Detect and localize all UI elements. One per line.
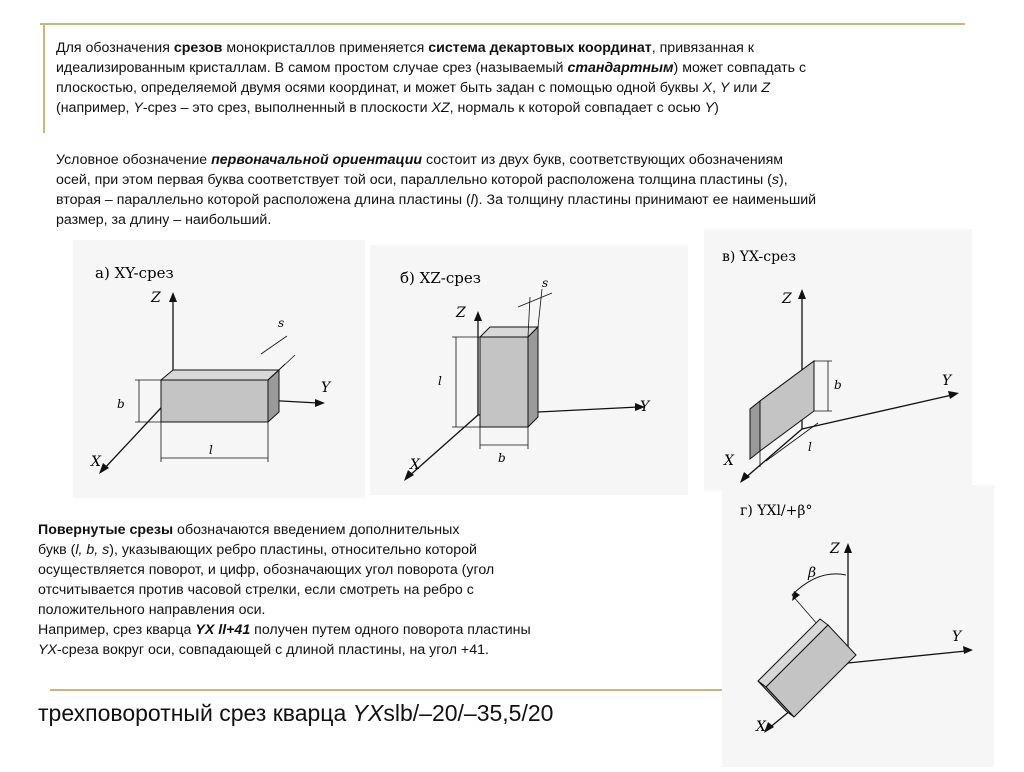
figure-xy-cut-svg [73, 240, 365, 498]
y-label: Y [952, 629, 962, 645]
s-label: s [542, 276, 549, 290]
plate-front [161, 380, 268, 422]
x-label: X [724, 453, 734, 469]
z-arrow-icon [844, 543, 852, 553]
figure-yx-cut-svg [704, 229, 972, 491]
orientation-paragraph: Условное обозначение первоначальной ориентации состоит из двух букв, соответствующих обозначениям осей, при этом первая буква соответствует той оси, параллельно которой расположена толщина пластины (s), вторая – параллельно которой расположена длина пластины (l). За толщину пластины принимают ее наименьший размер, за длину – наибольший. [56, 152, 817, 228]
x-label: X [410, 457, 420, 473]
z-label: Z [830, 541, 840, 557]
figure-xz-cut-svg [370, 245, 688, 495]
top-rule [40, 23, 965, 25]
z-label: Z [782, 291, 792, 307]
y-arrow-icon [948, 391, 959, 399]
bottom-rule [50, 689, 722, 691]
x-label: X [91, 454, 101, 470]
figure-xy-cut [73, 240, 365, 498]
left-rule [43, 23, 45, 133]
l-label: l [438, 374, 442, 388]
s-label: s [278, 316, 285, 330]
z-arrow-icon [474, 311, 482, 321]
beta-label: β [808, 565, 817, 581]
intro-paragraph: Для обозначения срезов монокристаллов применяется система декартовых координат, привязанная к идеализированным кристаллам. В самом простом случае срез (называемый стандартным) может совпадать с плоскостью, определяемой двумя осями координат, и может быть задан с помощью одной буквы X, Y или Z (например, Y-срез – это срез, выполненный в плоскости XZ, нормаль к которой совпадает с осью Y) [56, 40, 807, 116]
x-arrow-icon [740, 472, 750, 483]
figure-rotated-cut-svg [722, 485, 994, 767]
l-label: l [808, 440, 812, 454]
y-label: Y [942, 373, 952, 389]
figure-xz-cut [370, 245, 688, 495]
z-label: Z [151, 290, 161, 306]
z-arrow-icon [798, 289, 806, 299]
figure-v-title: в) YX-срез [722, 249, 796, 265]
y-arrow-icon [963, 646, 973, 654]
y-label: Y [640, 399, 650, 415]
b-label: b [498, 451, 506, 465]
x-label: X [756, 719, 766, 735]
plate-top [161, 370, 279, 380]
y-label: Y [321, 380, 331, 396]
figure-g-title: г) YXl/+β° [740, 503, 813, 519]
rotated-cuts-paragraph: Повернутые срезы обозначаются введением дополнительных букв (l, b, s), указывающих ребро пластины, относительно которой осуществляется поворот, и цифр, обозначающих угол поворота (угол отсчитывается против часовой стрелки, если смотреть на ребро с положительного направления оси. Например, срез кварца YX ll+41 получен путем одного поворота пластины YX-среза вокруг оси, совпадающей с длиной пластины, на угол +41. [38, 522, 531, 658]
l-label: l [209, 443, 213, 457]
figure-a-title: а) XY-срез [95, 264, 174, 282]
b-label: b [117, 397, 125, 411]
figure-yx-cut [704, 229, 972, 491]
y-arrow-icon [315, 399, 325, 407]
bottom-heading: трехповоротный срез кварца YXslb/–20/–35,5/20 [38, 700, 554, 726]
b-label: b [834, 378, 842, 392]
figure-b-title: б) XZ-срез [400, 269, 481, 287]
z-label: Z [456, 305, 466, 321]
figure-rotated-cut [722, 485, 994, 767]
z-arrow-icon [169, 292, 177, 302]
